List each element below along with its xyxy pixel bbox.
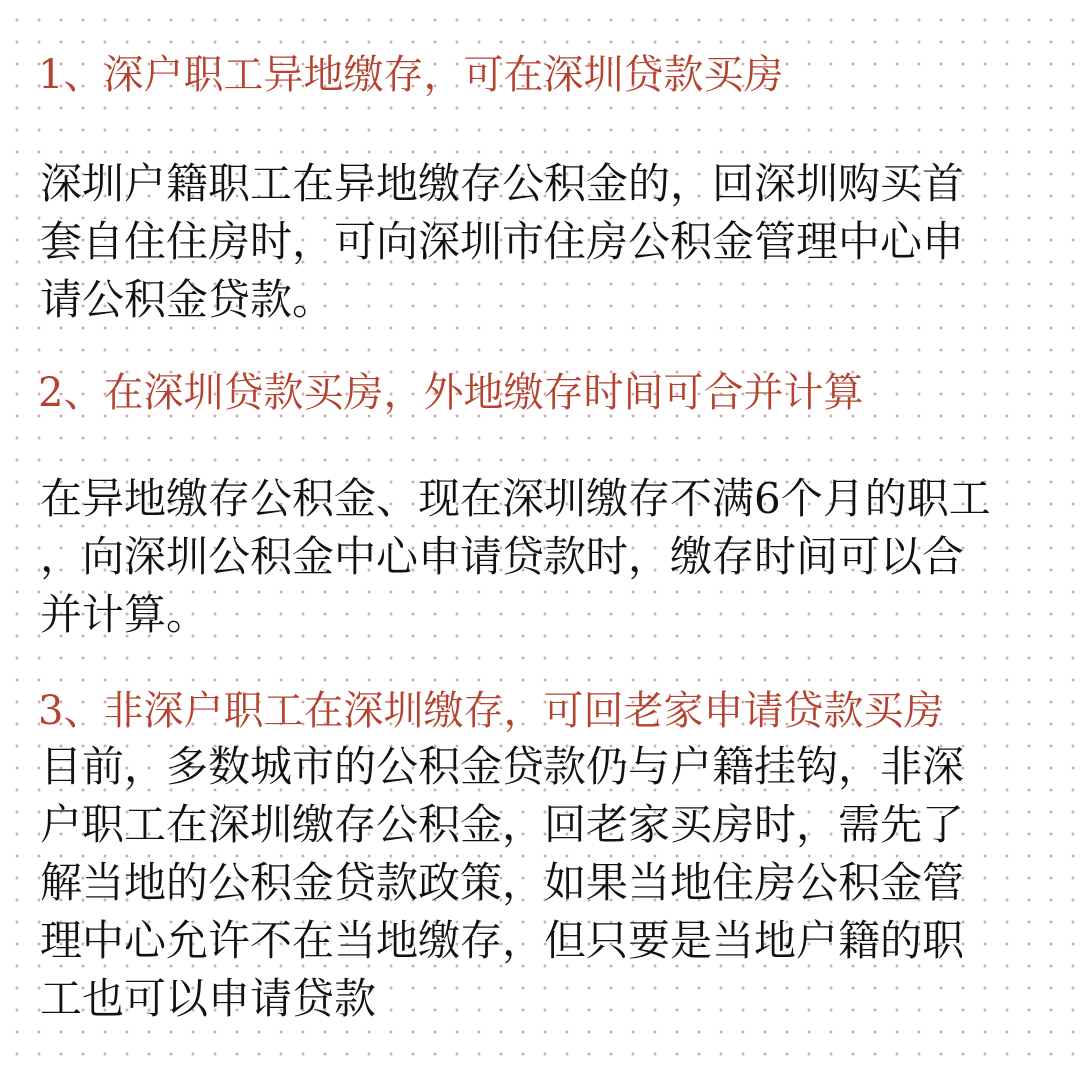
paragraph-line: 请公积金贷款。: [40, 275, 335, 324]
section-3-paragraph: [40, 738, 1054, 1028]
paragraph-line: ，向深圳公积金中心申请贷款时，缴存时间可以合: [40, 532, 965, 581]
paragraph-line: 工也可以申请贷款: [40, 974, 377, 1023]
paragraph-line: 目前，多数城市的公积金贷款仍与户籍挂钩，非深: [40, 742, 965, 791]
paragraph-line: 套自住住房时，可向深圳市住房公积金管理中心申: [40, 217, 965, 266]
section-2-paragraph: [40, 470, 1054, 644]
paragraph-line: 并计算。: [40, 590, 209, 639]
paragraph-line: 户职工在深圳缴存公积金，回老家买房时，需先了: [40, 800, 965, 849]
paragraph-line: 理中心允许不在当地缴存，但只要是当地户籍的职: [40, 916, 965, 965]
section-1-heading: 1、深户职工异地缴存，可在深圳贷款买房: [38, 52, 784, 98]
paragraph-line: 解当地的公积金贷款政策，如果当地住房公积金管: [40, 858, 965, 907]
section-1-paragraph: [40, 155, 1054, 329]
section-2-heading: 2、在深圳贷款买房，外地缴存时间可合并计算: [38, 370, 864, 416]
paragraph-line: 深圳户籍职工在异地缴存公积金的，回深圳购买首: [40, 159, 965, 208]
section-3-heading: 3、非深户职工在深圳缴存，可回老家申请贷款买房: [38, 688, 944, 734]
paragraph-line: 在异地缴存公积金、现在深圳缴存不满6个月的职工: [40, 474, 991, 523]
